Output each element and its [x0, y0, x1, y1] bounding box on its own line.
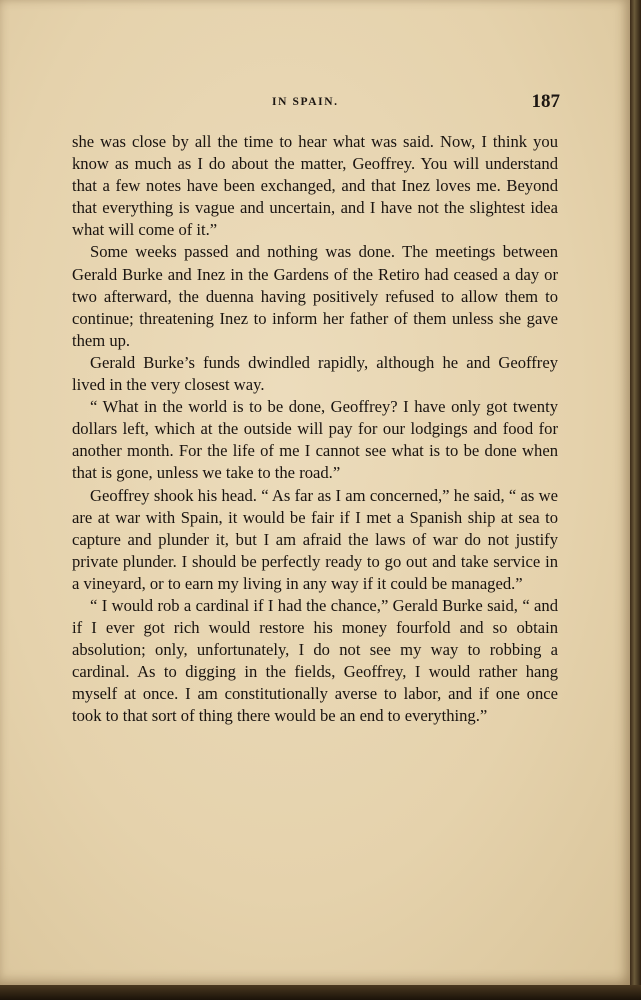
page-number: 187	[531, 91, 560, 112]
paragraph: “ I would rob a cardinal if I had the chance,” Gerald Burke said, “ and if I ever got rich would restore his money fourfold and so obtain absolution; only, unfortunately, I do not see my way to robbing a cardinal. As to digging in the fields, Geoffrey, I would rather hang myself at once. I am constitutionally averse to labor, and if one once took to that sort of thing there would be an end to everything.”	[72, 595, 558, 726]
body-text	[72, 131, 558, 728]
page-right-edge	[630, 0, 641, 1000]
paragraph: Geoffrey shook his head. “ As far as I am concerned,” he said, “ as we are at war with Spain, it would be fair if I met a Spanish ship at sea to capture and plunder it, but I am afraid the laws of war do not justify private plunder. I should be perfectly ready to go out and take service in a vineyard, or to earn my living in any way if it could be managed.”	[72, 485, 558, 593]
paragraph: “ What in the world is to be done, Geoffrey? I have only got twenty dollars left, which at the outside will pay for our lodgings and food for another month. For the life of me I cannot see what is to be done when that is gone, unless we take to the road.”	[72, 397, 558, 483]
paragraph: Gerald Burke’s funds dwindled rapidly, although he and Geoffrey lived in the very closest way.	[72, 352, 558, 395]
paragraph: she was close by all the time to hear what was said. Now, I think you know as much as I do about the matter, Geoffrey. You will understand that a few notes have been exchanged, and that Inez loves me. Beyond that everything is vague and uncertain, and I have not the slightest idea what will come of it.”	[72, 132, 558, 240]
paragraph: Some weeks passed and nothing was done. The meetings between Gerald Burke and Inez in the Gardens of the Retiro had ceased a day or two afterward, the duenna having positively refused to allow them to continue; threatening Inez to inform her father of them unless she gave them up.	[72, 242, 558, 350]
page-header	[72, 93, 560, 115]
page-bottom-edge	[0, 985, 641, 1000]
running-head: IN SPAIN.	[272, 96, 339, 108]
